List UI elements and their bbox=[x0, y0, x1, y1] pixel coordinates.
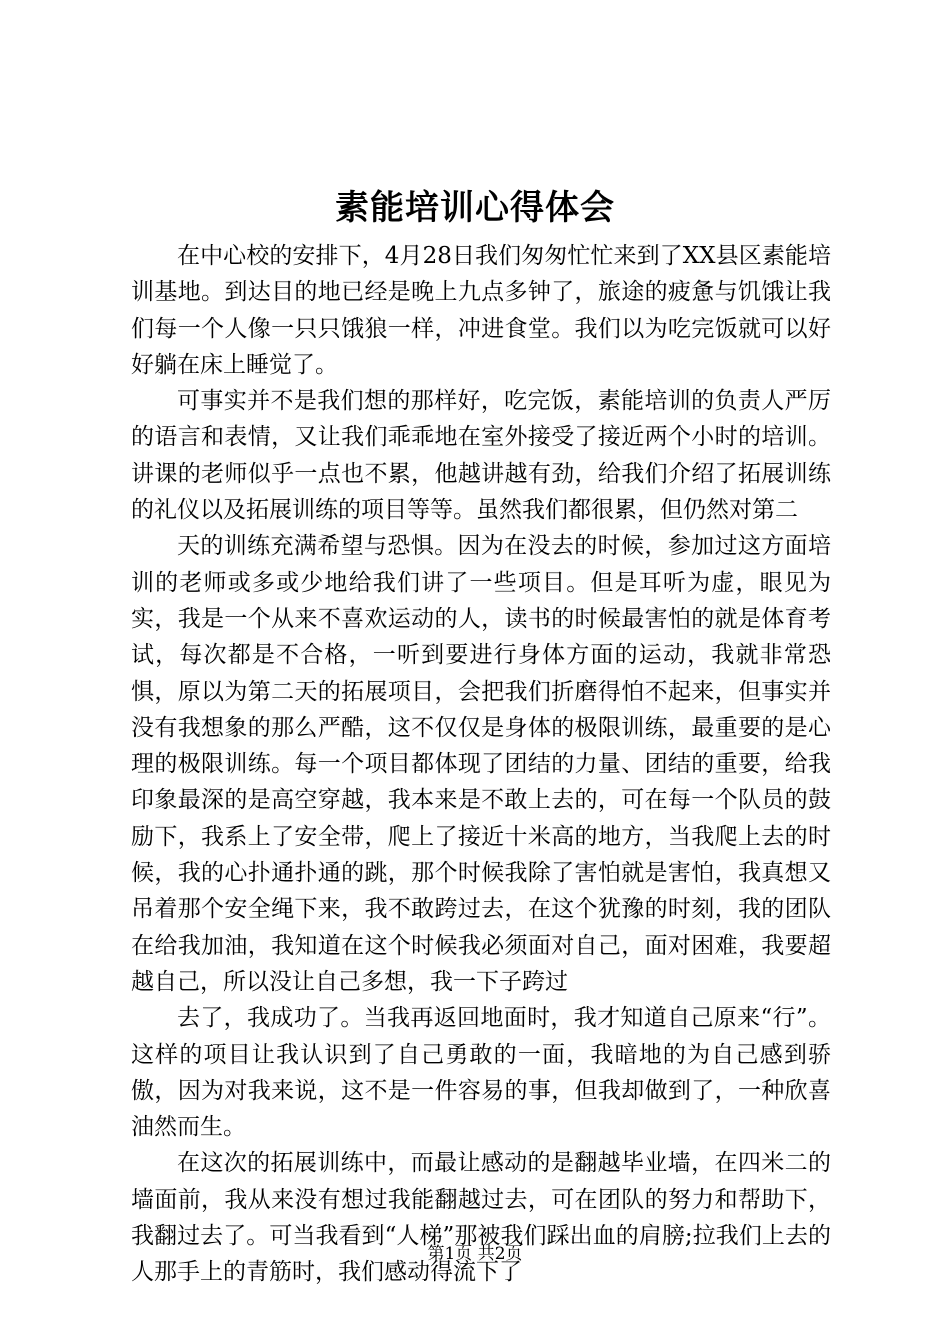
document-title: 素能培训心得体会 bbox=[335, 188, 615, 228]
document-body bbox=[131, 238, 831, 1291]
paragraph: 天的训练充满希望与恐惧。因为在没去的时候，参加过这方面培训的老师或多或少地给我们讲了一些项目。但是耳听为虚，眼见为实，我是一个从来不喜欢运动的人，读书的时候最害怕的就是体育考试，每次都是不合格，一听到要进行身体方面的运动，我就非常恐惧，原以为第二天的拓展项目，会把我们折磨得怕不起来，但事实并没有我想象的那么严酷，这不仅仅是身体的极限训练，最重要的是心理的极限训练。每一个项目都体现了团结的力量、团结的重要，给我印象最深的是高空穿越，我本来是不敢上去的，可在每一个队员的鼓励下，我系上了安全带，爬上了接近十米高的地方，当我爬上去的时候，我的心扑通扑通的跳，那个时候我除了害怕就是害怕，我真想又吊着那个安全绳下来，我不敢跨过去，在这个犹豫的时刻，我的团队在给我加油，我知道在这个时候我必须面对自己，面对困难，我要超越自己，所以没让自己多想，我一下子跨过 bbox=[131, 533, 831, 995]
page-footer: 第1页 共2页 bbox=[427, 1244, 523, 1264]
paragraph: 在这次的拓展训练中，而最让感动的是翻越毕业墙，在四米二的墙面前，我从来没有想过我能翻越过去，可在团队的努力和帮助下，我翻过去了。可当我看到“人梯”那被我们踩出血的肩膀;拉我们上去的人那手上的青筋时，我们感动得流下了 bbox=[131, 1150, 831, 1286]
paragraph: 可事实并不是我们想的那样好，吃完饭，素能培训的负责人严厉的语言和表情，又让我们乖乖地在室外接受了接近两个小时的培训。讲课的老师似乎一点也不累，他越讲越有劲，给我们介绍了拓展训练的礼仪以及拓展训练的项目等等。虽然我们都很累，但仍然对第二 bbox=[131, 388, 831, 524]
paragraph: 在中心校的安排下，4月28日我们匆匆忙忙来到了XX县区素能培训基地。到达目的地已经是晚上九点多钟了，旅途的疲惫与饥饿让我们每一个人像一只只饿狼一样，冲进食堂。我们以为吃完饭就可以好好躺在床上睡觉了。 bbox=[131, 243, 831, 378]
paragraph: 去了，我成功了。当我再返回地面时，我才知道自己原来“行”。这样的项目让我认识到了自己勇敢的一面，我暗地的为自己感到骄傲，因为对我来说，这不是一件容易的事，但我却做到了，一种欣喜油然而生。 bbox=[131, 1005, 831, 1141]
